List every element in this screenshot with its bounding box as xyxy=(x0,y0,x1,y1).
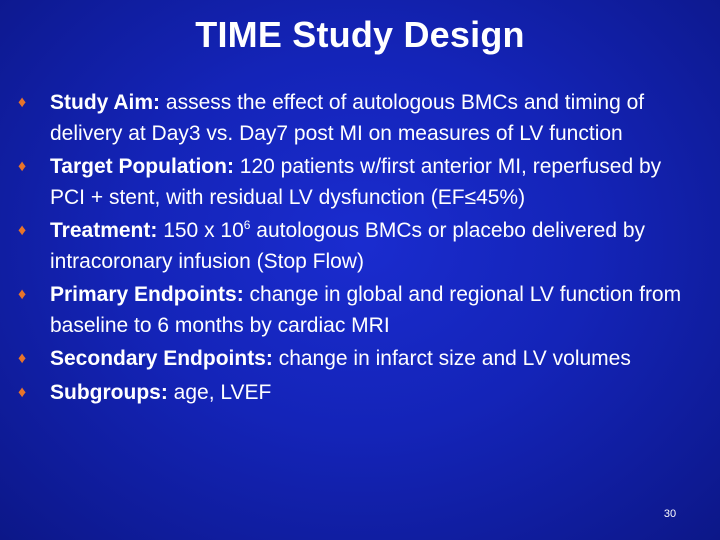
bullet-label: Subgroups: xyxy=(50,380,168,404)
bullet-body-before: 150 x 10 xyxy=(157,219,244,242)
bullet-label: Primary Endpoints: xyxy=(50,283,244,306)
bullet-text xyxy=(50,280,694,341)
bullet-label: Treatment: xyxy=(50,219,158,242)
diamond-bullet-icon: ♦ xyxy=(18,350,27,367)
bullet-subgroups xyxy=(14,378,694,409)
bullet-text xyxy=(50,88,694,149)
diamond-bullet-icon: ♦ xyxy=(18,383,27,401)
diamond-bullet-icon: ♦ xyxy=(18,158,27,175)
diamond-bullet-icon: ♦ xyxy=(18,94,27,111)
bullet-primary-endpoints xyxy=(14,280,694,341)
bullet-text xyxy=(50,216,694,277)
bullet-body: change in global and regional LV function from baseline to 6 months by cardiac MRI xyxy=(50,283,682,337)
bullet-body: age, LVEF xyxy=(167,380,272,404)
slide-title: TIME Study Design xyxy=(195,14,525,55)
superscript-exponent: 6 xyxy=(243,218,251,232)
bullet-target-population xyxy=(14,152,694,213)
bullet-label: Target Population: xyxy=(50,155,234,178)
bullet-label: Study Aim: xyxy=(50,91,161,114)
bullet-secondary-endpoints xyxy=(14,344,694,375)
bullet-body-after: autologous BMCs or placebo delivered by intracoronary infusion (Stop Flow) xyxy=(50,219,646,273)
bullet-label: Secondary Endpoints: xyxy=(50,347,273,370)
bullet-list xyxy=(14,88,694,411)
bullet-treatment xyxy=(14,216,694,277)
page-number: 30 xyxy=(663,508,677,520)
diamond-bullet-icon: ♦ xyxy=(18,222,27,239)
bullet-body: change in infarct size and LV volumes xyxy=(272,347,631,370)
bullet-body: assess the effect of autologous BMCs and timing of delivery at Day3 vs. Day7 post MI on measures of LV function xyxy=(50,91,645,145)
bullet-text xyxy=(50,344,694,375)
diamond-bullet-icon: ♦ xyxy=(18,286,27,303)
bullet-text xyxy=(50,378,694,409)
bullet-text xyxy=(50,152,694,213)
bullet-body: 120 patients w/first anterior MI, reperfused by PCI + stent, with residual LV dysfunction (EF≤45%) xyxy=(50,155,662,209)
bullet-study-aim xyxy=(14,88,694,149)
